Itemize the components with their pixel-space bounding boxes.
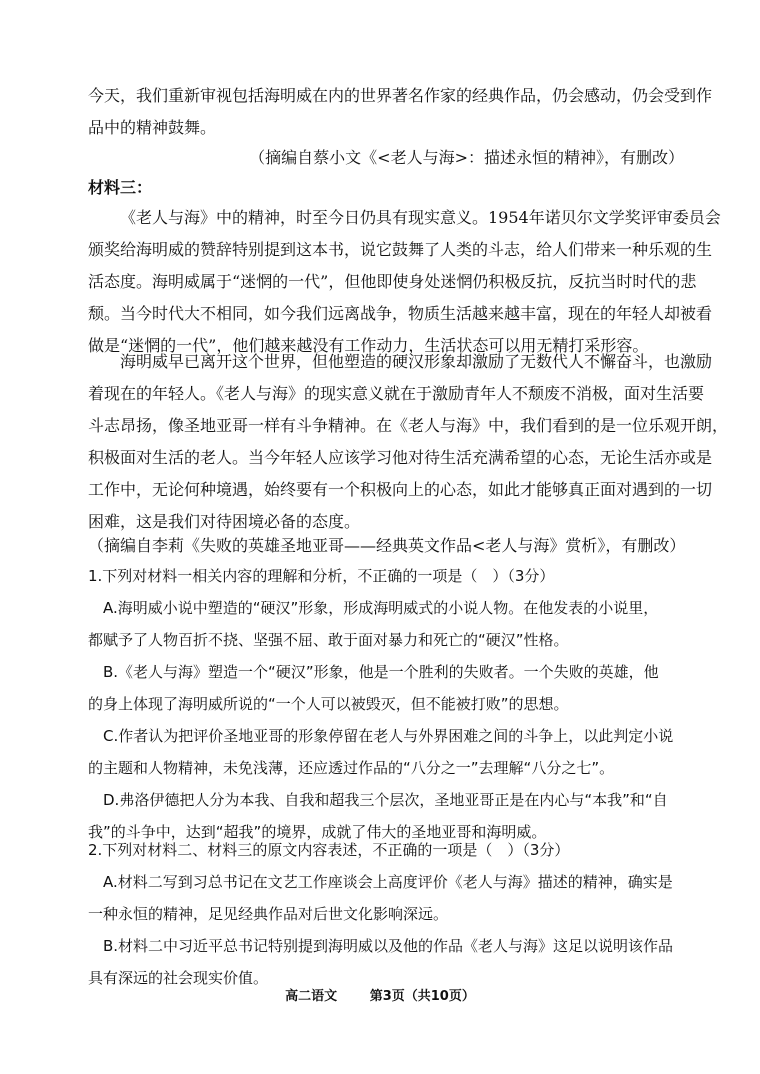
section-heading: 材料三： bbox=[88, 178, 153, 197]
question-2 bbox=[88, 834, 684, 994]
material3-heading bbox=[88, 172, 684, 204]
text-line: 做是“迷惘的一代”，他们越来越没有工作动力，生活状态可以用无精打采形容。 bbox=[88, 336, 649, 355]
option-a-cont: 一种永恒的精神，足见经典作品对后世文化影响深远。 bbox=[88, 905, 449, 923]
option-c: C.作者认为把评价圣地亚哥的形象停留在老人与外界困难之间的斗争上，以此判定小说 bbox=[103, 727, 674, 745]
question-1 bbox=[88, 560, 684, 848]
option-d: D.弗洛伊德把人分为本我、自我和超我三个层次，圣地亚哥正是在内心与“本我”和“自 bbox=[103, 791, 668, 809]
option-b-cont: 具有深远的社会现实价值。 bbox=[88, 969, 269, 987]
question-stem: 1.下列对材料一相关内容的理解和分析，不正确的一项是（ ）（3分） bbox=[88, 567, 555, 585]
text-line: 海明威早已离开这个世界，但他塑造的硬汉形象却激励了无数代人不懈奋斗，也激励 bbox=[120, 352, 713, 371]
option-d-cont: 我”的斗争中，达到“超我”的境界，成就了伟大的圣地亚哥和海明威。 bbox=[88, 823, 547, 841]
text-line: 颓。当今时代大不相同，如今我们远离战争，物质生活越来越丰富，现在的年轻人却被看 bbox=[88, 304, 713, 323]
text-line: 《老人与海》中的精神，时至今日仍具有现实意义。1954年诺贝尔文学奖评审委员会 bbox=[120, 208, 721, 227]
text-line: 活态度。海明威属于“迷惘的一代”，但他即使身处迷惘仍积极反抗，反抗当时时代的悲 bbox=[88, 272, 697, 291]
intro-source bbox=[88, 142, 684, 174]
question-stem: 2.下列对材料二、材料三的原文内容表述，不正确的一项是（ ）（3分） bbox=[88, 841, 570, 859]
text-line: 斗志昂扬，像圣地亚哥一样有斗争精神。在《老人与海》中，我们看到的是一位乐观开朗， bbox=[88, 416, 729, 435]
source-citation: （摘编自蔡小文《<老人与海>：描述永恒的精神》，有删改） bbox=[249, 148, 684, 167]
option-b: B.《老人与海》塑造一个“硬汉”形象，他是一个胜利的失败者。一个失败的英雄，他 bbox=[103, 663, 659, 681]
text-line: 今天，我们重新审视包括海明威在内的世界著名作家的经典作品，仍会感动，仍会受到作 bbox=[88, 86, 713, 105]
option-a: A.材料二写到习总书记在文艺工作座谈会上高度评价《老人与海》描述的精神，确实是 bbox=[103, 873, 673, 891]
text-line: 着现在的年轻人。《老人与海》的现实意义就在于激励青年人不颓废不消极，面对生活要 bbox=[88, 384, 705, 403]
footer-page-number: 第3页（共10页） bbox=[369, 989, 475, 1004]
option-a: A.海明威小说中塑造的“硬汉”形象，形成海明威式的小说人物。在他发表的小说里， bbox=[103, 599, 659, 617]
option-a-cont: 都赋予了人物百折不挠、坚强不屈、敢于面对暴力和死亡的“硬汉”性格。 bbox=[88, 631, 569, 649]
page-footer bbox=[0, 985, 760, 1004]
footer-subject: 高二语文 bbox=[285, 989, 338, 1004]
material3-source bbox=[88, 530, 684, 562]
option-b: B.材料二中习近平总书记特别提到海明威以及他的作品《老人与海》这足以说明该作品 bbox=[103, 937, 674, 955]
text-line: 工作中，无论何种境遇，始终要有一个积极向上的心态，如此才能够真正面对遇到的一切 bbox=[88, 480, 713, 499]
option-c-cont: 的主题和人物精神，未免浅薄，还应透过作品的“八分之一”去理解“八分之七”。 bbox=[88, 759, 615, 777]
text-line: 颁奖给海明威的赞辞特别提到这本书，说它鼓舞了人类的斗志，给人们带来一种乐观的生 bbox=[88, 240, 713, 259]
text-line: 困难，这是我们对待困境必备的态度。 bbox=[88, 512, 361, 531]
material3-paragraph-1 bbox=[88, 202, 721, 362]
text-line: 品中的精神鼓舞。 bbox=[88, 118, 217, 137]
source-citation: （摘编自李莉《失败的英雄圣地亚哥——经典英文作品<老人与海》赏析》，有删改） bbox=[88, 536, 686, 555]
material3-paragraph-2 bbox=[88, 346, 729, 538]
text-line: 积极面对生活的老人。当今年轻人应该学习他对待生活充满希望的心态，无论生活亦或是 bbox=[88, 448, 713, 467]
option-b-cont: 的身上体现了海明威所说的“一个人可以被毁灭，但不能被打败”的思想。 bbox=[88, 695, 569, 713]
intro-paragraph bbox=[88, 80, 713, 144]
